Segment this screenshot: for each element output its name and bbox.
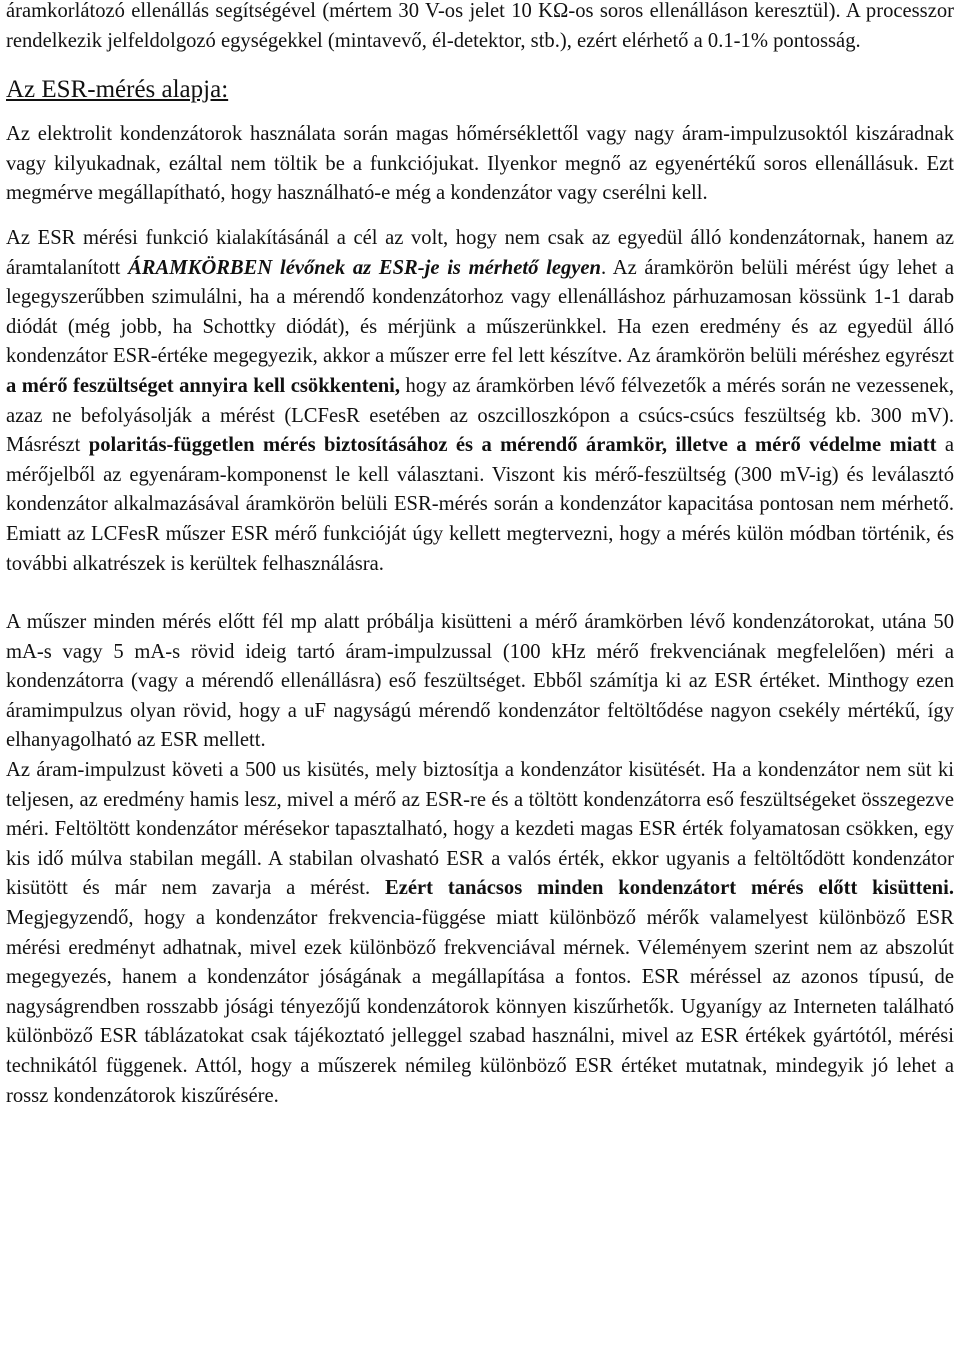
spacer — [6, 105, 954, 120]
intro-paragraph — [6, 0, 954, 56]
paragraph-text: Megjegyzendő, hogy a kondenzátor frekvencia-függése miatt különböző mérők valamelyest különböző ESR mérési eredményt adhatnak, mivel ezek különböző frekvenciával mérnek. Véleményem szerint nem az abszolút megegyezés, hanem a kondenzátor jóságának a megállapítása a fontos. ESR méréssel az azonos típusú, de nagyságrendben rosszabb jósági tényezőjű kondenzátorok könnyen kiszűrhetők. Ugyanígy az Interneten található különböző ESR táblázatokat csak tájékoztató jelleggel szabad használni, mivel az ESR értékek gyártótól, mérési technikától függenek. Attól, hogy a műszerek némileg különböző ESR értéket mutatnak, mindegyik jó lehet a rossz kondenzátorok kiszűrésére. — [6, 907, 954, 1107]
intro-text: áramkorlátozó ellenállás segítségével (mértem 30 V-os jelet 10 KΩ-os soros ellenálláson keresztül). A processzor rendelkezik jelfeldolgozó egységekkel (mintavevő, él-detektor, stb.), ezért elérhető a 0.1-1% pontosság. — [6, 0, 954, 52]
section-heading: Az ESR-mérés alapja: — [6, 76, 229, 104]
emphasis-text: ÁRAMKÖRBEN lévőnek az ESR-je is mérhető legyen — [128, 256, 602, 279]
paragraph-in-circuit-measurement — [6, 224, 954, 579]
paragraph-esr-basis — [6, 120, 954, 209]
paragraph-discharge — [6, 608, 954, 756]
bold-text: a mérő feszültséget annyira kell csökkenteni, — [6, 374, 401, 397]
paragraph-text: . Az áramkörön belüli mérést úgy lehet a legegyszerűbben szimulálni, ha a mérendő kondenzátorhoz vagy ellenálláshoz párhuzamosan kössünk 1-1 darab diódát (még jobb, ha Schottky diódát), és mérjünk a műszerünkkel. Ha ezen eredmény és az egyedül álló kondenzátor ESR-értéke megegyezik, akkor a műszer erre fel lett készítve. Az áramkörön belüli méréshez egyrészt — [6, 256, 954, 368]
paragraph-text: Az áram-impulzust követi a 500 us kisütés, mely biztosítja a kondenzátor kisütését. Ha a kondenzátor nem süt ki teljesen, az eredmény hamis lesz, mivel a mérő az ESR-re és a töltött kondenzátorra eső feszültségeket összegezve méri. Feltöltött kondenzátor mérésekor tapasztalható, hogy a kezdeti magas ESR érték folyamatosan csökken, egy kis idő múlva stabilan megáll. A stabilan olvasható ESR a valós érték, ekkor ugyanis a feltöltődött kondenzátor kisütött és már nem zavarja a mérést. — [6, 759, 954, 900]
spacer — [6, 209, 954, 224]
paragraph-text: A műszer minden mérés előtt fél mp alatt próbálja kisütteni a mérő áramkörben lévő kondenzátorokat, utána 50 mA-s vagy 5 mA-s rövid ideig tartó áram-impulzussal (100 kHz mérő frekvenciának megfelelően) méri a kondenzátorra (vagy a mérendő ellenállásra) eső feszültséget. Ebből számítja ki az ESR értéket. Minthogy ezen áramimpulzus olyan rövid, hogy a uF nagyságú mérendő kondenzátor feltöltődése nagyon csekély mértékű, így elhanyagolható az ESR mellett. — [6, 611, 954, 752]
paragraph-current-impulse — [6, 756, 954, 1111]
paragraph-text: Ezt megmérve megállapítható, hogy használható-e még a kondenzátor vagy cserélni kell. — [6, 152, 954, 205]
bold-text: Ezért tanácsos minden kondenzátort mérés előtt kisütteni. — [384, 877, 954, 900]
paragraph-text: a mérőjelből az egyenáram-komponenst le kell választani. Viszont kis mérő-feszültség (300 mV-ig) és leválasztó kondenzátor alkalmazásával áramkörön belüli ESR-mérés során a kondenzátor kapacitása pontosan nem mérhető. Emiatt az LCFesR műszer ESR mérő funkcióját úgy kellett megtervezni, hogy a mérés külön módban történik, és további alkatrészek is kerültek felhasználásra. — [6, 434, 954, 575]
paragraph-text: Az ESR mérési funkció kialakításánál a cél az volt, hogy nem csak az egyedül álló kondenzátornak, hanem az áramtalanított — [6, 226, 954, 279]
spacer — [6, 56, 954, 71]
document-page — [6, 0, 954, 1111]
spacer — [6, 579, 954, 608]
bold-text: polaritás-független mérés biztosításához és a mérendő áramkör, illetve a mérő védelme miatt — [88, 434, 937, 457]
paragraph-text: hogy az áramkörben lévő félvezetők a mérés során ne vezessenek, azaz ne befolyásolják a mérést (LCFesR esetében az oszcilloszkópon a csúcs-csúcs feszültség kb. 300 mV). Másrészt — [6, 374, 954, 457]
paragraph-text: Az elektrolit kondenzátorok használata során magas hőmérséklettől vagy nagy áram-impulzusoktól kiszáradnak vagy kilyukadnak, ezáltal nem töltik be a funkciójukat. Ilyenkor megnő az egyenértékű soros ellenállásuk. — [6, 123, 954, 175]
